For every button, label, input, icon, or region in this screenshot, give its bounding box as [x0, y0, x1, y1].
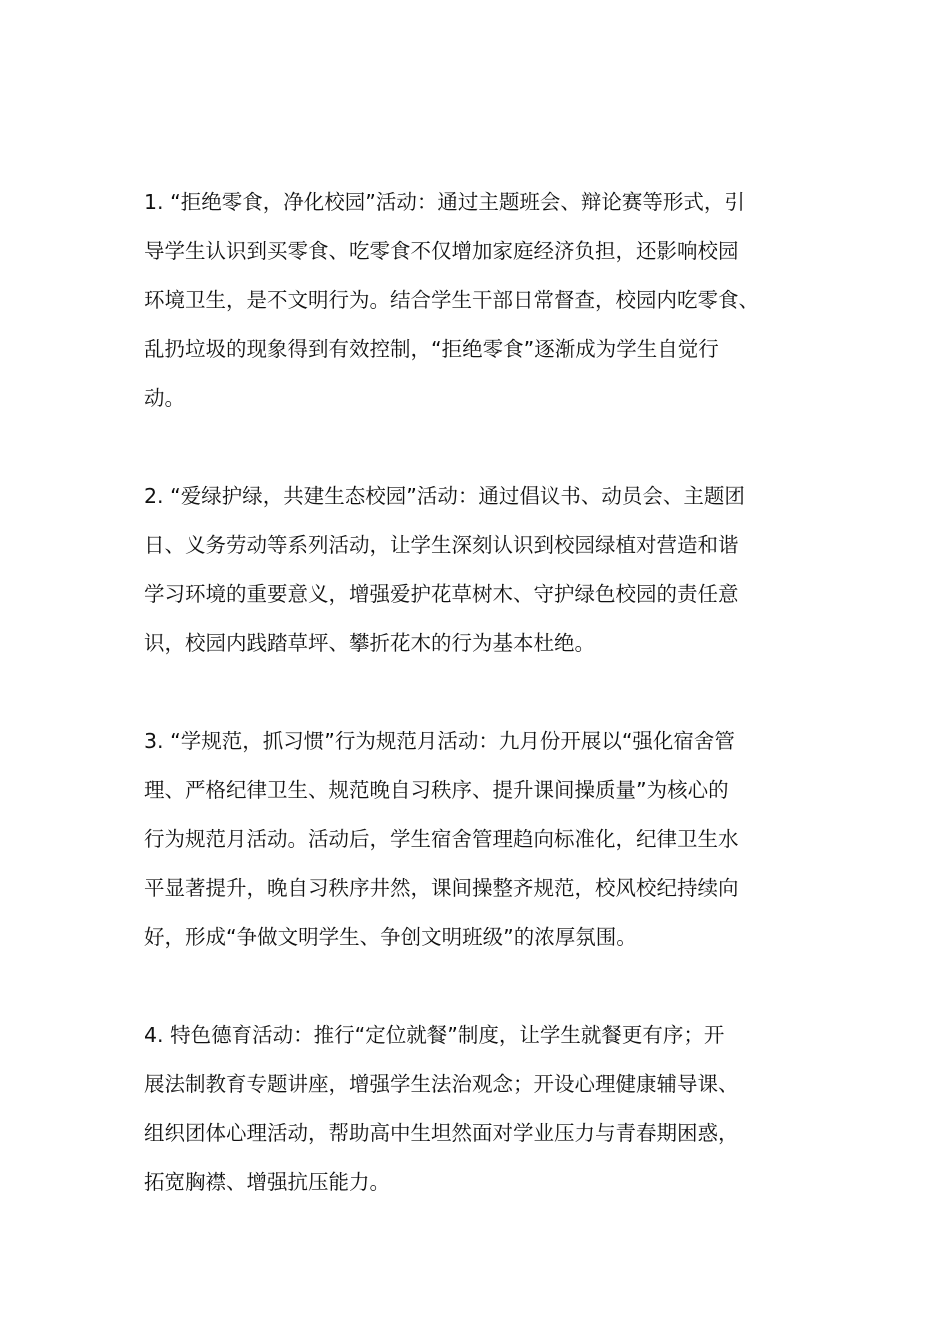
paragraph-line: 乱扔垃圾的现象得到有效控制，“拒绝零食”逐渐成为学生自觉行: [144, 337, 719, 361]
paragraph-1: [144, 178, 820, 423]
paragraph-line: 拓宽胸襟、增强抗压能力。: [144, 1170, 390, 1194]
paragraph-line: 行为规范月活动。活动后，学生宿舍管理趋向标准化，纪律卫生水: [144, 827, 739, 851]
paragraph-line: 识，校园内践踏草坪、攀折花木的行为基本杜绝。: [144, 631, 595, 655]
paragraph-3: [144, 717, 820, 962]
paragraph-line: 展法制教育专题讲座，增强学生法治观念；开设心理健康辅导课、: [144, 1072, 739, 1096]
paragraph-line: 日、义务劳动等系列活动，让学生深刻认识到校园绿植对营造和谐: [144, 533, 739, 557]
paragraph-line: 4. 特色德育活动：推行“定位就餐”制度，让学生就餐更有序；开: [144, 1023, 725, 1047]
paragraph-line: 3. “学规范，抓习惯”行为规范月活动：九月份开展以“强化宿舍管: [144, 729, 735, 753]
paragraph-line: 导学生认识到买零食、吃零食不仅增加家庭经济负担，还影响校园: [144, 239, 739, 263]
paragraph-2: [144, 472, 820, 668]
paragraph-line: 平显著提升，晚自习秩序井然，课间操整齐规范，校风校纪持续向: [144, 876, 739, 900]
document-body: [144, 178, 820, 1256]
paragraph-line: 组织团体心理活动，帮助高中生坦然面对学业压力与青春期困惑，: [144, 1121, 739, 1145]
paragraph-line: 学习环境的重要意义，增强爱护花草树木、守护绿色校园的责任意: [144, 582, 739, 606]
paragraph-4: [144, 1011, 820, 1207]
paragraph-line: 1. “拒绝零食，净化校园”活动：通过主题班会、辩论赛等形式，引: [144, 190, 745, 214]
paragraph-line: 动。: [144, 386, 185, 410]
paragraph-line: 2. “爱绿护绿，共建生态校园”活动：通过倡议书、动员会、主题团: [144, 484, 745, 508]
paragraph-line: 环境卫生，是不文明行为。结合学生干部日常督查，校园内吃零食、: [144, 288, 759, 312]
paragraph-line: 好，形成“争做文明学生、争创文明班级”的浓厚氛围。: [144, 925, 637, 949]
paragraph-line: 理、严格纪律卫生、规范晚自习秩序、提升课间操质量”为核心的: [144, 778, 729, 802]
